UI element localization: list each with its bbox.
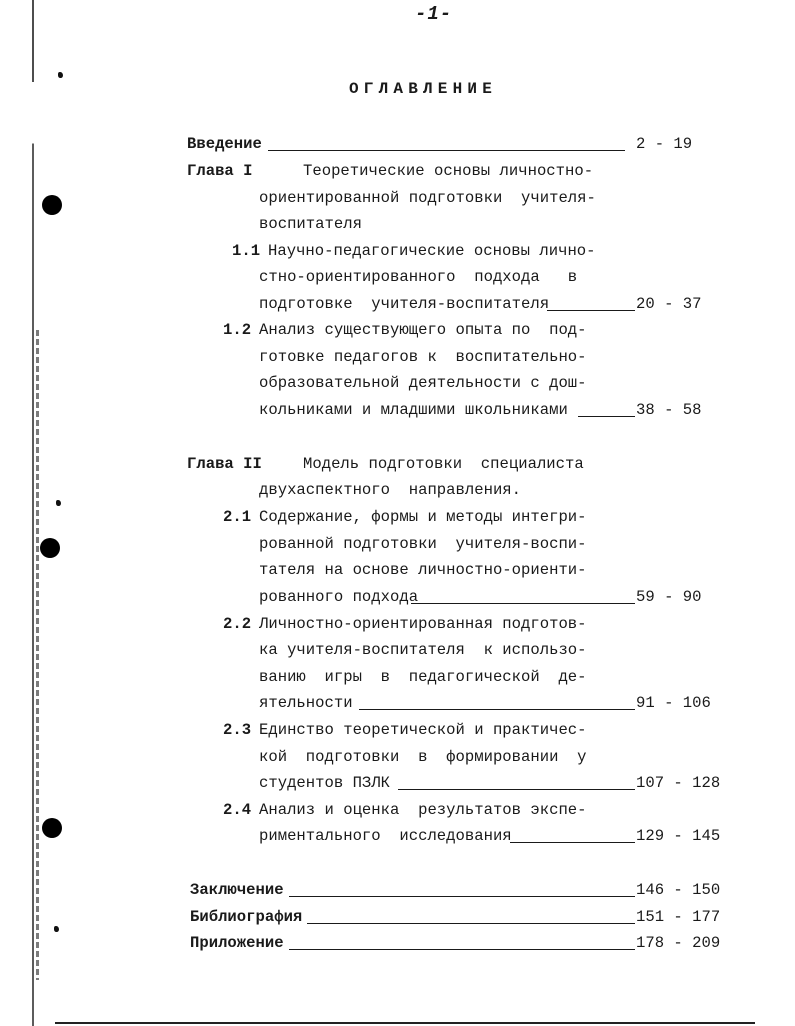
punch-hole: [42, 195, 62, 215]
punch-hole: [40, 538, 60, 558]
section-title-line: Личностно-ориентированная подготов-: [259, 615, 587, 633]
leader-line: [359, 709, 635, 710]
chapter-2-label: Глава II: [187, 455, 262, 473]
scan-speck: [58, 72, 63, 78]
section-title-line: ка учителя-воспитателя к использо-: [259, 641, 587, 659]
leader-line: [547, 310, 635, 311]
section-number: 1.2: [223, 321, 252, 339]
section-pages: 20 - 37: [636, 295, 702, 313]
section-title-line: студентов ПЗЛК: [259, 774, 391, 792]
section-pages: 38 - 58: [636, 401, 702, 419]
leader-line: [510, 842, 635, 843]
toc-bibliography-pages: 151 - 177: [636, 908, 721, 926]
toc-introduction-pages: 2 - 19: [636, 135, 693, 153]
section-pages: 129 - 145: [636, 827, 721, 845]
section-title-line: риментального исследования: [259, 827, 512, 845]
toc-bibliography-label: Библиография: [190, 908, 303, 926]
chapter-1-title-line: Теоретические основы личностно-: [303, 162, 594, 180]
section-title-line: образовательной деятельности с дош-: [259, 374, 587, 392]
section-title-line: рованной подготовки учителя-воспи-: [259, 535, 587, 553]
page-number: -1-: [415, 3, 453, 25]
toc-conclusion-label: Заключение: [190, 881, 284, 899]
section-title-line: тателя на основе личностно-ориенти-: [259, 561, 587, 579]
chapter-1-title-line: ориентированной подготовки учителя-: [259, 189, 596, 207]
leader-line: [307, 923, 635, 924]
leader-line: [411, 603, 635, 604]
toc-appendix-label: Приложение: [190, 934, 284, 952]
leader-line: [398, 789, 635, 790]
leader-line: [578, 416, 635, 417]
leader-line: [289, 896, 635, 897]
scan-speck: [56, 500, 61, 506]
chapter-1-label: Глава I: [187, 162, 253, 180]
section-pages: 59 - 90: [636, 588, 702, 606]
section-title-line: кольниками и младшими школьниками: [259, 401, 568, 419]
section-number: 2.1: [223, 508, 252, 526]
leader-line: [289, 949, 635, 950]
section-title-line: ятельности: [259, 694, 353, 712]
chapter-2-title-line: Модель подготовки специалиста: [303, 455, 584, 473]
punch-hole: [42, 818, 62, 838]
leader-line: [268, 150, 625, 151]
page-title: ОГЛАВЛЕНИЕ: [349, 80, 498, 98]
binding-shadow: [36, 330, 39, 980]
section-pages: 91 - 106: [636, 694, 711, 712]
section-title-line: кой подготовки в формировании у: [259, 748, 587, 766]
section-title-line: рованного подхода: [259, 588, 419, 606]
toc-appendix-pages: 178 - 209: [636, 934, 721, 952]
chapter-2-title-line: двухаспектного направления.: [259, 481, 522, 499]
section-title-line: ванию игры в педагогической де-: [259, 668, 587, 686]
bottom-edge-line: [55, 1022, 755, 1024]
section-number: 1.1: [232, 242, 261, 260]
section-number: 2.2: [223, 615, 252, 633]
section-number: 2.4: [223, 801, 252, 819]
section-title-line: готовке педагогов к воспитательно-: [259, 348, 587, 366]
scan-speck: [54, 926, 59, 932]
section-title-line: подготовке учителя-воспитателя: [259, 295, 550, 313]
section-number: 2.3: [223, 721, 252, 739]
section-title-line: стно-ориентированного подхода в: [259, 268, 578, 286]
section-title-line: Анализ существующего опыта по под-: [259, 321, 587, 339]
chapter-1-title-line: воспитателя: [259, 215, 362, 233]
section-title-line: Единство теоретической и практичес-: [259, 721, 587, 739]
section-title-line: Научно-педагогические основы лично-: [268, 242, 596, 260]
section-pages: 107 - 128: [636, 774, 721, 792]
section-title-line: Анализ и оценка результатов экспе-: [259, 801, 587, 819]
toc-conclusion-pages: 146 - 150: [636, 881, 721, 899]
section-title-line: Содержание, формы и методы интегри-: [259, 508, 587, 526]
binding-edge: [32, 0, 34, 1026]
toc-introduction-label: Введение: [187, 135, 262, 153]
